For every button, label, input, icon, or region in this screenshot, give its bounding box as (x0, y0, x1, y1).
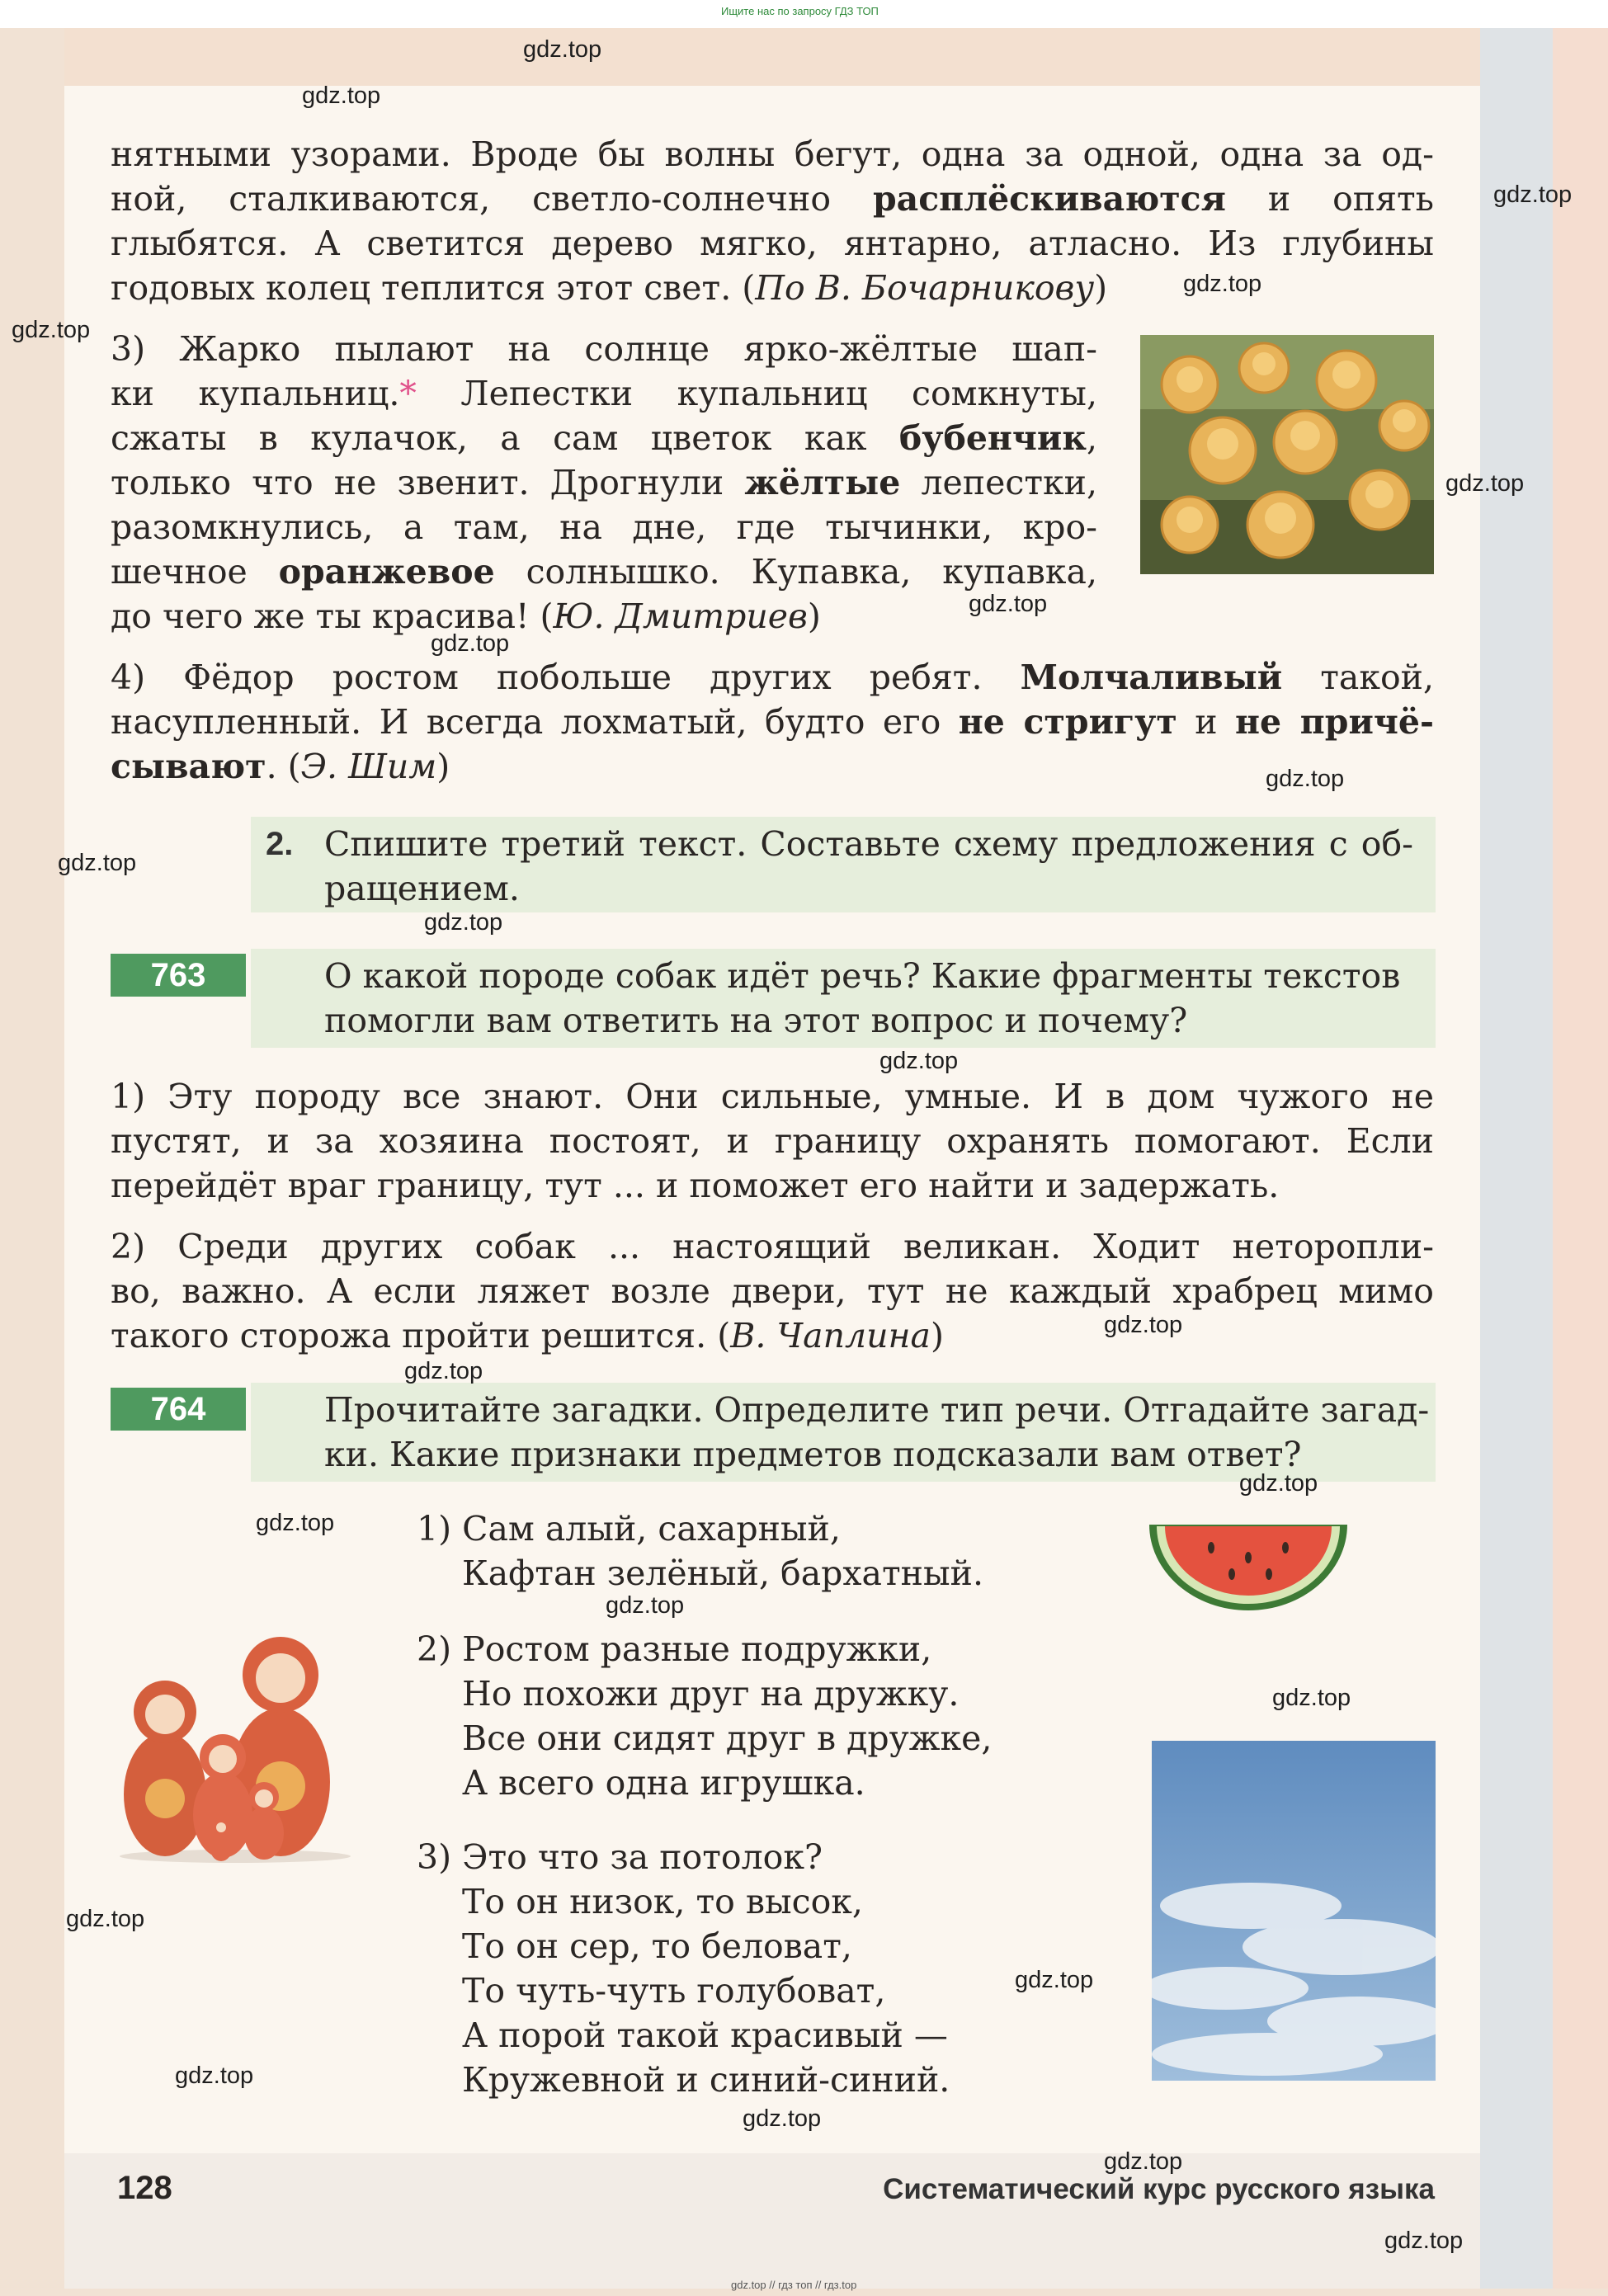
matryoshka-image (116, 1617, 355, 1865)
watermark: gdz.top (1266, 766, 1345, 792)
para3-line7: до чего же ты красива! (Ю. Дмитриев) (111, 596, 821, 636)
watermark: gdz.top (302, 83, 381, 109)
para4-line3: сывают. (Э. Шим) (111, 747, 450, 786)
watermark: gdz.top (175, 2063, 254, 2089)
watermark: gdz.top (879, 1048, 959, 1074)
riddle3-line4: То чуть-чуть голубоват, (462, 1971, 886, 2011)
page-top-shade (64, 28, 1480, 86)
para1-line1: нятными узорами. Вроде бы волны бегут, одна за одной, одна за од- (111, 134, 1434, 174)
page-number: 128 (117, 2170, 172, 2206)
watermark: gdz.top (606, 1592, 685, 1619)
exercise-763-badge: 763 (111, 954, 246, 997)
ex763-text2-line1: 2) Среди других собак ... настоящий великан. Ходит неторопли- (111, 1227, 1434, 1266)
ex763-line2: помогли вам ответить на этот вопрос и почему? (324, 1001, 1188, 1040)
para3-line3: сжаты в кулачок, а сам цветок как бубенчик, (111, 418, 1097, 458)
watermark: gdz.top (256, 1510, 335, 1536)
para3-line1: 3) Жарко пылают на солнце ярко-жёлтые шап- (111, 329, 1097, 369)
ex764-line2: ки. Какие признаки предметов подсказали вам ответ? (324, 1435, 1302, 1474)
para3-line2: ки купальниц.* Лепестки купальниц сомкнуты, (111, 374, 1097, 413)
para1-line4: годовых колец теплится этот свет. (По В. Бочарникову) (111, 268, 1108, 308)
riddle2-line2: Но похожи друг на дружку. (462, 1674, 960, 1714)
ex763-text1-line3: перейдёт враг границу, тут ... и поможет его найти и задержать. (111, 1166, 1280, 1205)
page-edge (1480, 28, 1553, 2289)
ex763-text2-line3: такого сторожа пройти решится. (В. Чаплина) (111, 1316, 944, 1355)
ex763-text1-line1: 1) Эту породу все знают. Они сильные, умные. И в дом чужого не (111, 1077, 1434, 1116)
riddle2-line1: 2) Ростом разные подружки, (417, 1629, 932, 1669)
ex763-line1: О какой породе собак идёт речь? Какие фрагменты текстов (324, 956, 1401, 996)
watermark: gdz.top (1493, 182, 1573, 208)
riddle1-line1: 1) Сам алый, сахарный, (417, 1509, 841, 1549)
watermark: gdz.top (12, 317, 91, 343)
watermark: gdz.top (969, 591, 1048, 617)
riddle3-line5: А порой такой красивый — (462, 2015, 948, 2055)
watermark: gdz.top (1104, 2148, 1183, 2175)
watermark: gdz.top (1384, 2228, 1464, 2254)
riddle3-line1: 3) Это что за потолок? (417, 1837, 823, 1877)
globeflower-image (1140, 335, 1434, 574)
watermark: gdz.top (1239, 1470, 1318, 1497)
ex763-text1-line2: пустят, и за хозяина постоят, и границу охранять помогают. Если (111, 1121, 1434, 1161)
watermark: gdz.top (1445, 470, 1525, 497)
riddle3-line2: То он низок, то высок, (462, 1882, 863, 1921)
para3-line5: разомкнулись, а там, на дне, где тычинки, кро- (111, 507, 1097, 547)
watermark: gdz.top (1272, 1685, 1351, 1711)
watermark: gdz.top (424, 909, 503, 936)
riddle2-line3: Все они сидят друг в дружке, (462, 1718, 993, 1758)
task2-line2: ращением. (324, 869, 520, 908)
page-edge-outer (1553, 28, 1608, 2289)
para4-line2: насупленный. И всегда лохматый, будто его не стригут и не причё- (111, 702, 1434, 742)
exercise-764-badge: 764 (111, 1388, 246, 1431)
task2-line1: Спишите третий текст. Составьте схему предложения с об- (324, 824, 1413, 864)
top-note: Ищите нас по запросу ГДЗ ТОП (721, 5, 879, 17)
riddle3-line3: То он сер, то беловат, (462, 1926, 852, 1966)
ex763-text2-line2: во, важно. А если ляжет возле двери, тут не каждый храбрец мимо (111, 1271, 1434, 1311)
course-title: Систематический курс русского языка (883, 2173, 1435, 2205)
watermark: gdz.top (523, 36, 602, 63)
watermark: gdz.top (1015, 1967, 1094, 1993)
watermark: gdz.top (1104, 1312, 1183, 1338)
riddle1-line2: Кафтан зелёный, бархатный. (462, 1553, 983, 1593)
watermark: gdz.top (66, 1906, 145, 1932)
watermelon-image (1145, 1516, 1351, 1615)
para3-line6: шечное оранжевое солнышко. Купавка, купавка, (111, 552, 1097, 592)
para4-line1: 4) Фёдор ростом побольше других ребят. Молчаливый такой, (111, 658, 1434, 697)
para1-line2: ной, сталкиваются, светло-солнечно расплёскиваются и опять (111, 179, 1434, 219)
para1-line3: глыбятся. А светится дерево мягко, янтарно, атласно. Из глубины (111, 224, 1434, 263)
riddle2-line4: А всего одна игрушка. (462, 1763, 865, 1803)
task2-number: 2. (266, 826, 294, 862)
para3-line4: только что не звенит. Дрогнули жёлтые лепестки, (111, 463, 1097, 502)
watermark: gdz.top (58, 850, 137, 876)
riddle3-line6: Кружевной и синий-синий. (462, 2060, 950, 2100)
watermark: gdz.top (743, 2105, 822, 2132)
ex764-line1: Прочитайте загадки. Определите тип речи. Отгадайте загад- (324, 1390, 1430, 1430)
watermark: gdz.top (431, 630, 510, 657)
watermark: gdz.top (1183, 271, 1262, 297)
sky-image (1152, 1741, 1436, 2081)
watermark: gdz.top (404, 1358, 483, 1384)
bottom-note: gdz.top // гдз топ // гдз.top (731, 2279, 857, 2291)
